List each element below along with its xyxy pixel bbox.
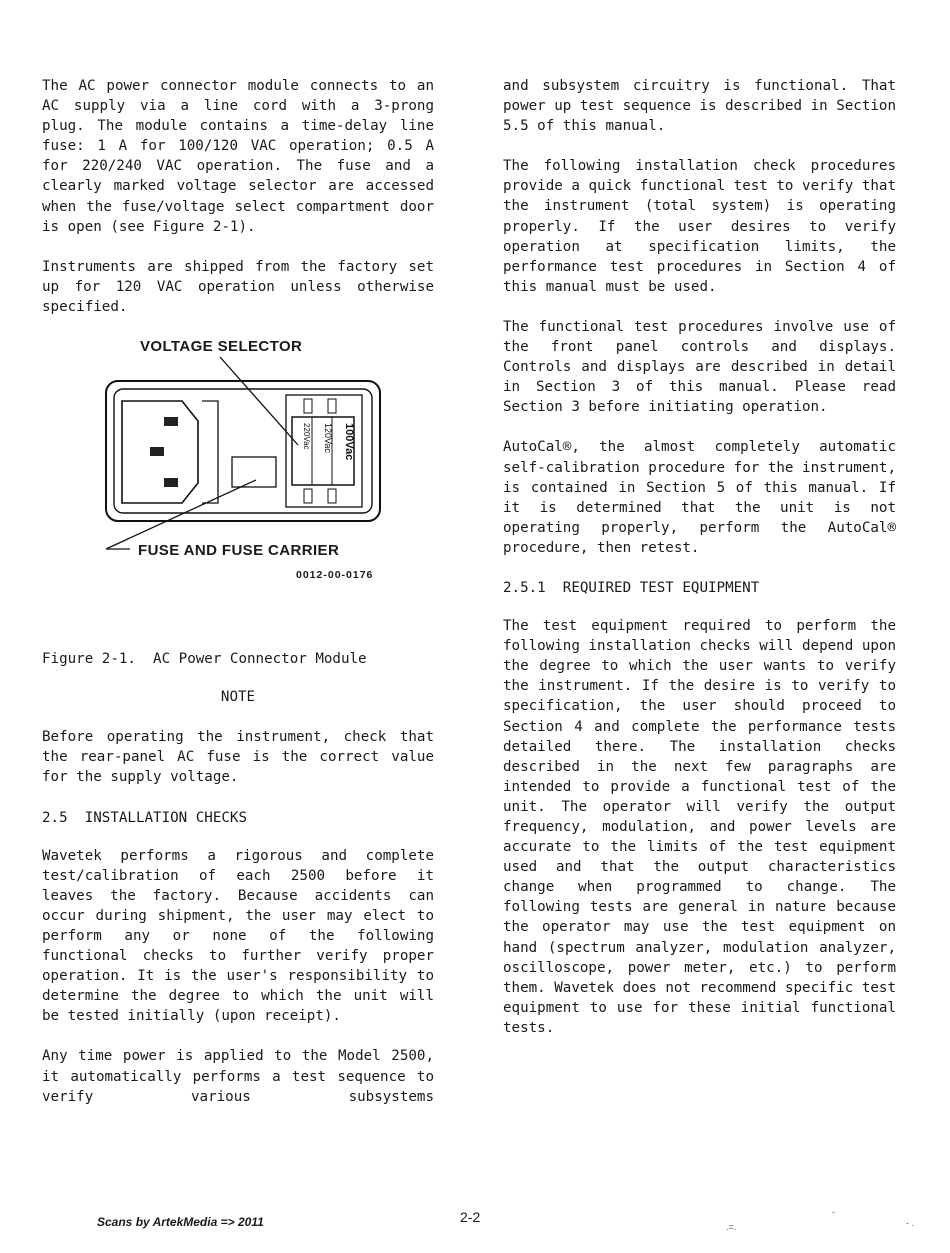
- selector-text-120vac: 120Vac: [323, 423, 333, 453]
- subsection-heading: 2.5.1 REQUIRED TEST EQUIPMENT: [503, 579, 760, 596]
- note-text: Before operating the instrument, check that the rear-panel AC fuse is the correct value for the supply voltage.: [42, 729, 434, 786]
- shipping-paragraph: Instruments are shipped from the factory set up for 120 VAC operation unless otherwise specified.: [42, 258, 434, 315]
- page-number: 2-2: [460, 1209, 481, 1225]
- functional-test-paragraph: The functional test procedures involve use of the front panel controls and displays. Controls and displays are described in detail in Section 3 of this manual. Please read Section 3 before initiating operation.: [503, 318, 896, 416]
- installation-check-paragraph: The following installation check procedures provide a quick functional test to verify that the instrument (total system) is operating properly. If the user desires to verify operation at specification limits, the performance test procedures in Section 4 of this manual must be used.: [503, 158, 896, 295]
- installation-checks-paragraph: Wavetek performs a rigorous and complete test/calibration of each 2500 before it leaves the factory. Because accidents can occur during shipment, the user may elect to perform any or none of the following functional checks to further verify proper operation. It is the user's responsibility to determine the degree to which the unit will be tested initially (upon receipt).: [42, 847, 434, 1025]
- continued-paragraph: and subsystem circuitry is functional. That power up test sequence is described in Section 5.5 of this manual.: [503, 78, 896, 135]
- voltage-selector-label: VOLTAGE SELECTOR: [140, 338, 303, 356]
- socket-pins: [150, 417, 178, 487]
- scan-speck: .=.: [726, 1222, 737, 1232]
- selector-text-100vac: 100Vac: [343, 423, 355, 461]
- section-heading: 2.5 INSTALLATION CHECKS: [42, 809, 247, 826]
- test-equipment-paragraph: The test equipment required to perform the following installation checks will depend upon the degree to which the user wants to verify the instrument. If the desire is to verify to specification, the user should proceed to Section 4 and complete the performance tests detailed there. The installation checks described in the next few paragraphs are intended to provide a functional test of the unit. The operator will verify the output frequency, modulation, and power levels are accurate to the limits of the test equipment used and that the output characteristics change when programmed to change. The following tests are general in nature because the operator may use the test equipment on hand (spectrum analyzer, modulation analyzer, oscilloscope, power meter, etc.) to perform them. Wavetek does not recommend specific test equipment to use for these initial functional tests.: [503, 618, 896, 1036]
- intro-paragraph: The AC power connector module connects to an AC supply via a line cord with a 3-prong plug. The module contains a time-delay line fuse: 1 A for 100/120 VAC operation; 0.5 A for 220/240 VAC operation. The fuse and a clearly marked voltage selector are accessed when the fuse/voltage select compartment door is open (see Figure 2-1).: [42, 78, 434, 235]
- power-up-paragraph: Any time power is applied to the Model 2500, it automatically performs a test sequence to verify various subsystems: [42, 1048, 434, 1105]
- right-column: [503, 76, 896, 1058]
- scan-speck: -: [832, 1207, 835, 1217]
- fuse-carrier-label: FUSE AND FUSE CARRIER: [138, 542, 340, 560]
- selector-text-marks: [302, 423, 355, 460]
- figure-code: 0012-00-0176: [296, 569, 374, 582]
- ac-module-diagram: [42, 337, 434, 609]
- figure-ac-power-module: [42, 337, 434, 609]
- scan-speck: - .: [906, 1218, 914, 1228]
- figure-caption: Figure 2-1. AC Power Connector Module: [42, 651, 367, 668]
- selector-text-220vac: 220Vac: [302, 423, 311, 450]
- autocal-paragraph: AutoCal®, the almost completely automatic self-calibration procedure for the instrument, is contained in Section 5 of this manual. If it is determined that the unit is not operating properly, perform the AutoCal® procedure, then retest.: [503, 439, 896, 556]
- scan-credit: Scans by ArtekMedia => 2011: [97, 1215, 264, 1229]
- left-column: [42, 76, 434, 1127]
- note-title: NOTE: [220, 689, 256, 706]
